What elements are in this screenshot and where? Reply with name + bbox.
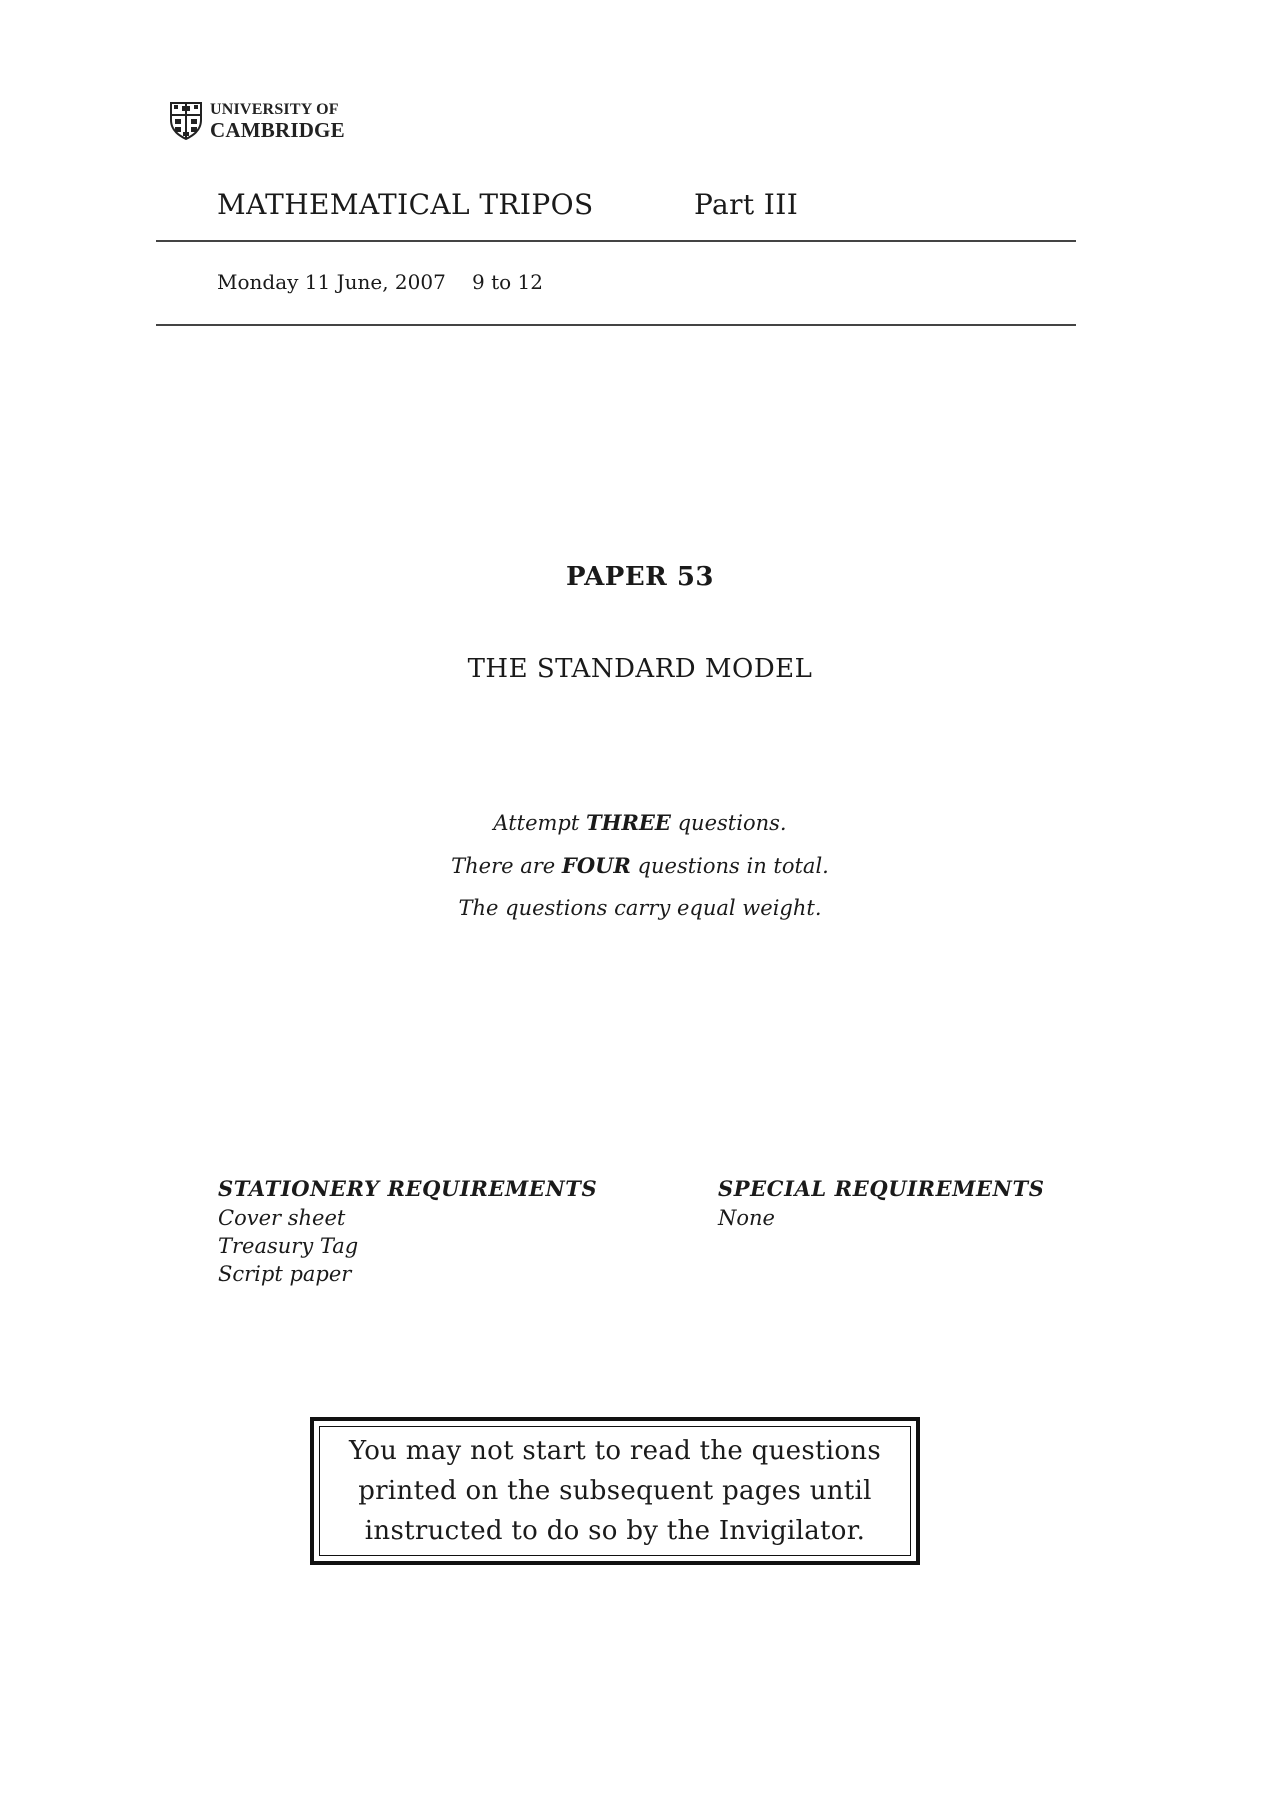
instruction-text: Attempt — [493, 811, 586, 835]
paper-number: PAPER 53 — [565, 562, 715, 592]
notice-line: You may not start to read the questions — [349, 1436, 881, 1466]
invigilator-notice-box — [310, 1417, 920, 1565]
logo-line-1: UNIVERSITY OF — [210, 101, 339, 118]
instruction-text: The questions carry equal weight. — [458, 896, 822, 920]
special-item: None — [718, 1206, 775, 1230]
instruction-line — [0, 810, 1280, 835]
notice-line: printed on the subsequent pages until — [358, 1476, 872, 1506]
part-label: Part III — [694, 188, 799, 221]
stationery-item: Treasury Tag — [218, 1234, 359, 1258]
instruction-emphasis: FOUR — [561, 853, 631, 878]
stationery-item: Cover sheet — [218, 1206, 346, 1230]
university-crest-icon — [170, 102, 202, 140]
instruction-emphasis: THREE — [586, 810, 671, 835]
notice-inner-frame — [319, 1426, 911, 1556]
exam-date: Monday 11 June, 2007 — [217, 270, 446, 294]
top-divider — [156, 240, 1076, 242]
instruction-line — [0, 853, 1280, 878]
tripos-title: MATHEMATICAL TRIPOS — [217, 188, 594, 221]
special-list — [718, 1204, 775, 1232]
instruction-text: questions in total. — [630, 854, 829, 878]
special-requirements-heading: SPECIAL REQUIREMENTS — [718, 1176, 1045, 1201]
notice-line: instructed to do so by the Invigilator. — [364, 1516, 866, 1546]
paper-title: THE STANDARD MODEL — [467, 654, 813, 684]
instruction-line — [0, 896, 1280, 920]
stationery-item: Script paper — [218, 1262, 352, 1286]
exam-time: 9 to 12 — [472, 270, 543, 294]
bottom-divider — [156, 324, 1076, 326]
instruction-text: There are — [451, 854, 562, 878]
instruction-text: questions. — [670, 811, 787, 835]
stationery-list — [218, 1204, 358, 1288]
stationery-requirements-heading: STATIONERY REQUIREMENTS — [218, 1176, 598, 1201]
university-logo — [170, 100, 370, 144]
logo-line-2: CAMBRIDGE — [210, 118, 345, 142]
